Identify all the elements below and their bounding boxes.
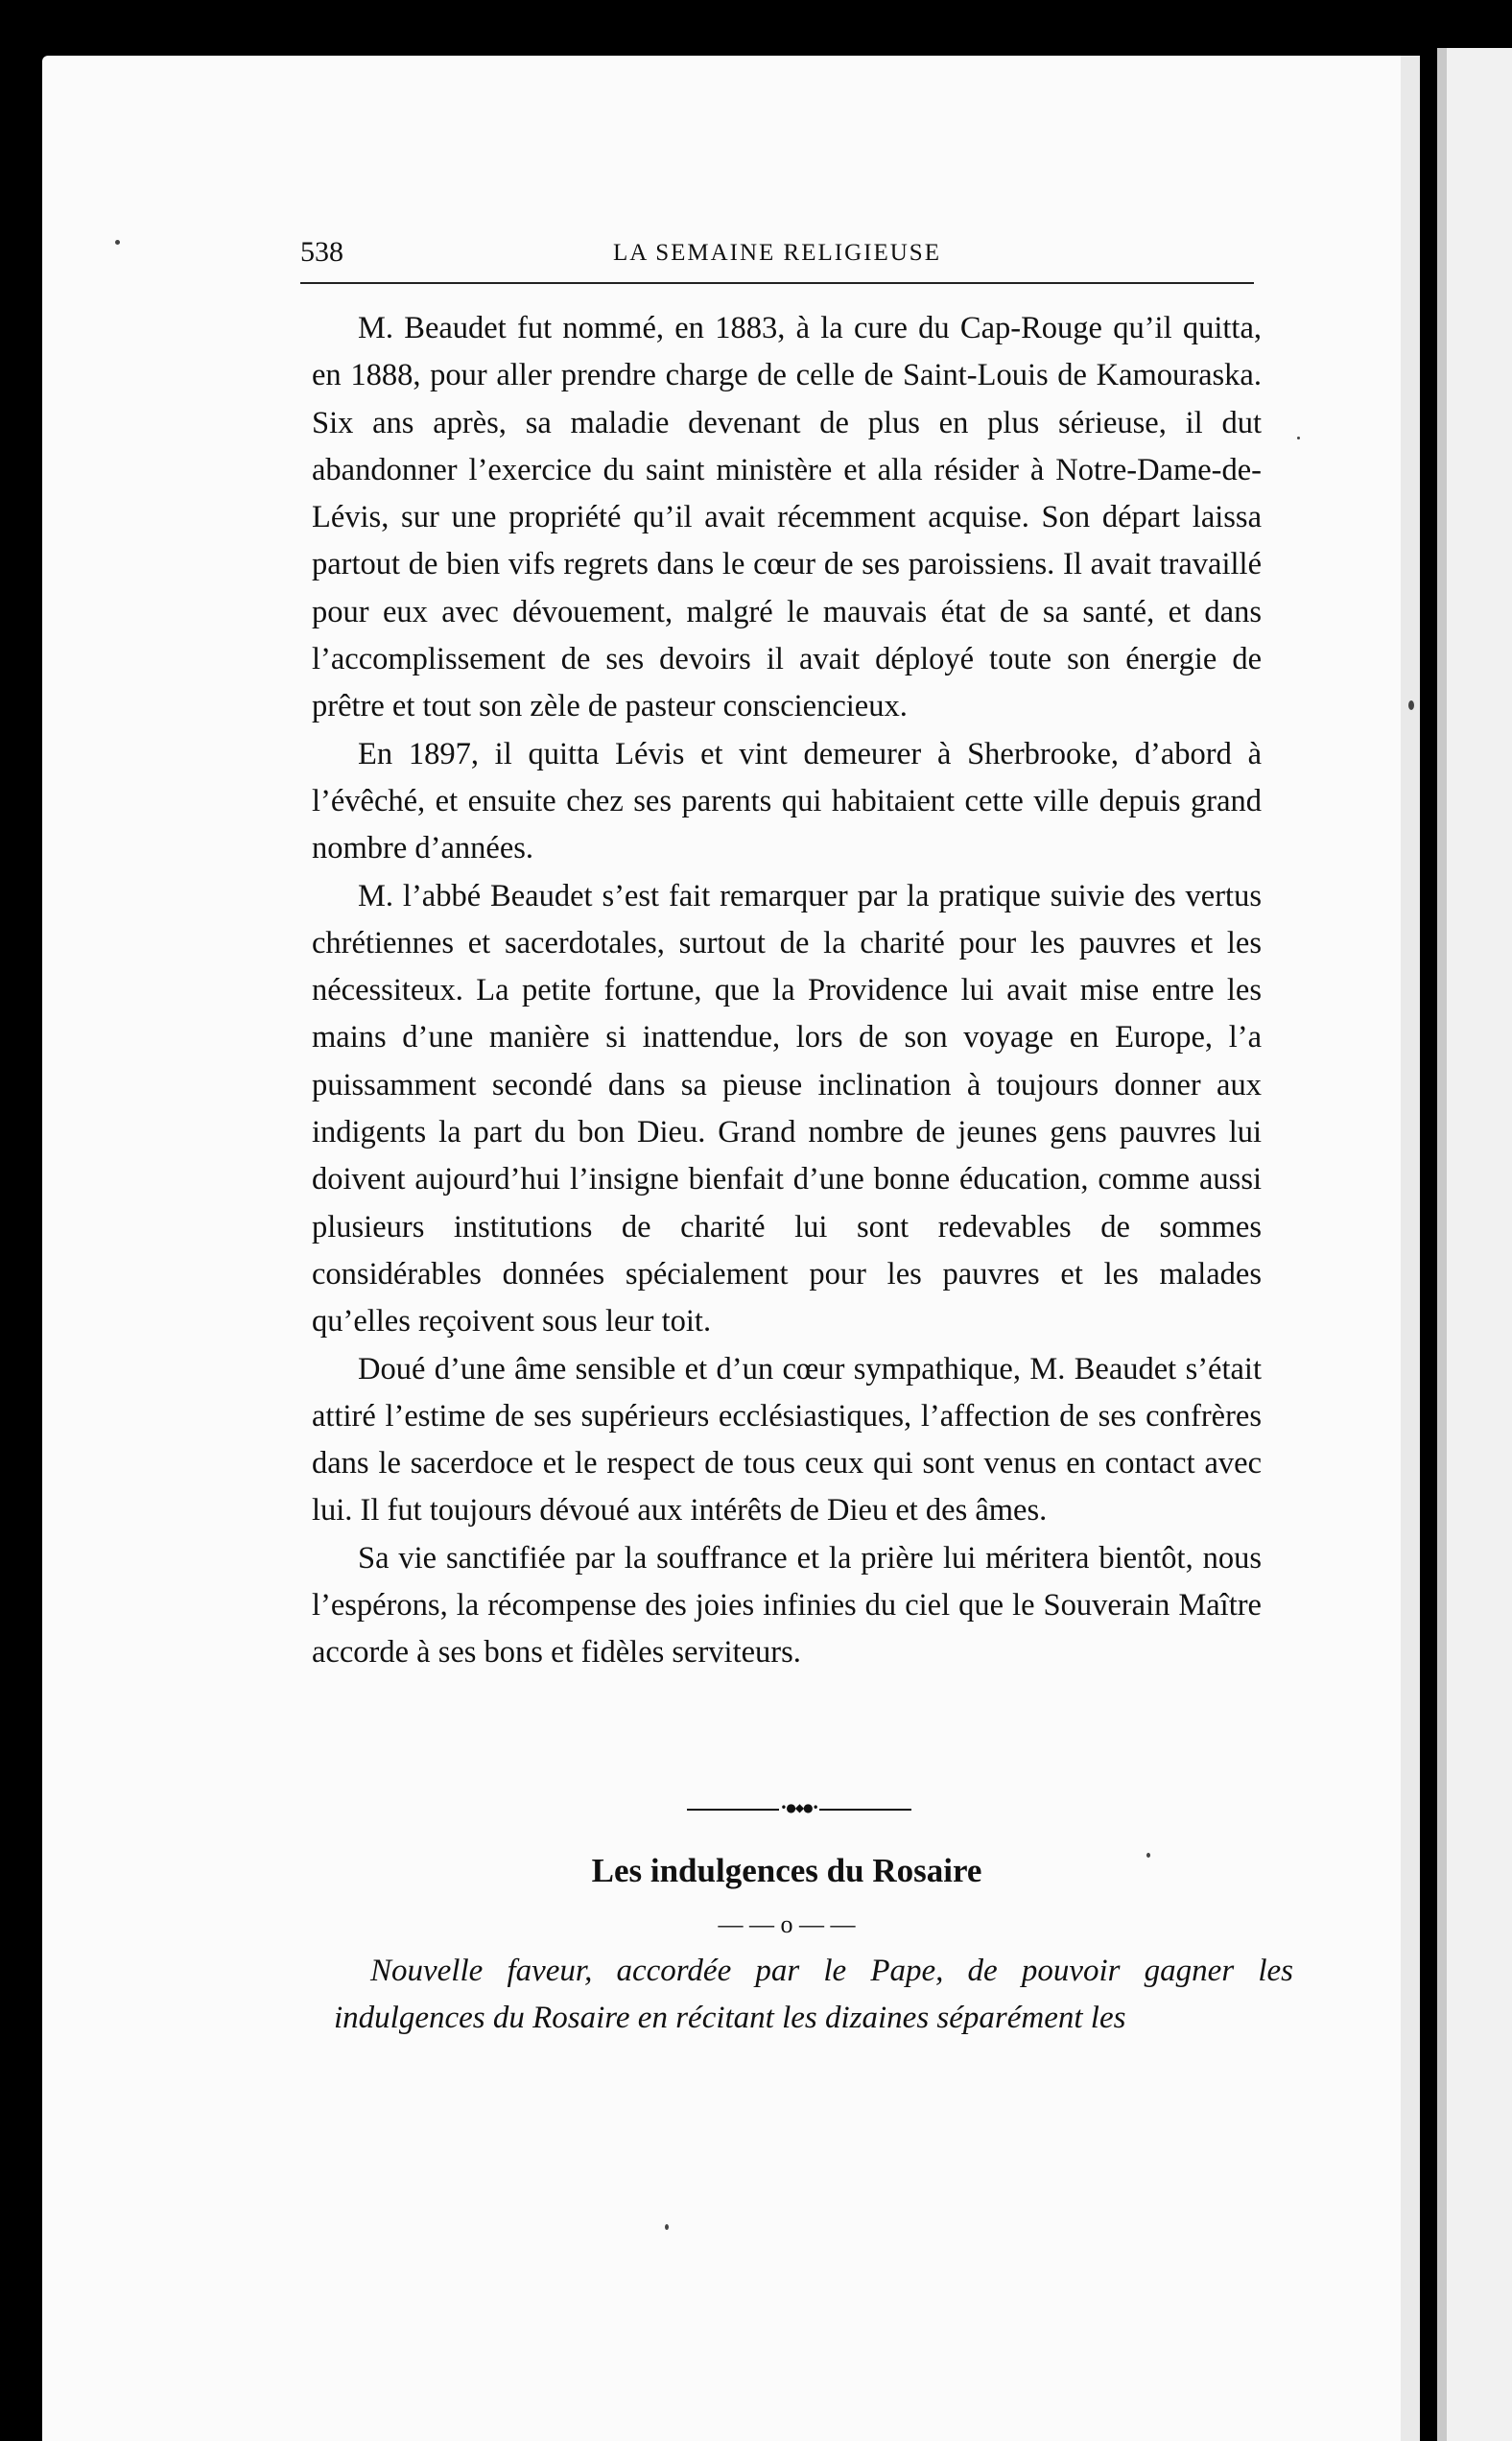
running-title: LA SEMAINE RELIGIEUSE: [613, 240, 941, 266]
paragraph: Sa vie sanctifiée par la souffrance et la prière lui méritera bientôt, nous l’espérons, la récompense des joies infinies du ciel que le Souverain Maître accorde à ses bons et fidèles serviteurs.: [312, 1540, 1262, 1671]
page-number: 538: [300, 236, 343, 268]
adjacent-page: [1437, 48, 1512, 2441]
speck: [115, 240, 120, 245]
intro-paragraph: Nouvelle faveur, accordée par le Pape, de pouvoir gagner les indulgences du Rosaire en récitant les dizaines séparément les: [334, 1954, 1293, 2035]
speck: [1408, 700, 1414, 710]
article-body: [312, 305, 1262, 1677]
header-rule: [300, 282, 1254, 284]
section-separator: [687, 1803, 911, 1816]
speck: [665, 2224, 669, 2230]
page-edge: [1401, 56, 1420, 2441]
paragraph: M. l’abbé Beaudet s’est fait remarquer par la pratique suivie des vertus chrétiennes et sacerdotales, surtout de la charité pour les pauvres et les nécessiteux. La petite fortune, que la Providence lui avait mise entre les mains d’une manière si inattendue, lors de son voyage en Europe, l’a puissamment secondé dans sa pieuse inclination à toujours donner aux indigents la part du bon Dieu. Grand nombre de jeunes gens pauvres lui doivent aujourd’hui l’insigne bienfait d’une bonne éducation, comme aussi plusieurs institutions de charité lui sont redevables de sommes considérables données spécialement pour les pauvres et les malades qu’elles reçoivent sous leur toit.: [312, 878, 1262, 1339]
separator-line-right: [819, 1809, 911, 1811]
running-header: [300, 236, 1254, 274]
speck: [1297, 437, 1300, 439]
section-intro: [334, 1948, 1293, 2042]
separator-ornament: •●◆●•: [780, 1801, 818, 1814]
paragraph: En 1897, il quitta Lévis et vint demeurer à Sherbrooke, d’abord à l’évêché, et ensuite chez ses parents qui habitaient cette ville depuis grand nombre d’années.: [312, 736, 1262, 866]
page-gutter: [1420, 56, 1437, 2441]
paragraph: M. Beaudet fut nommé, en 1883, à la cure du Cap-Rouge qu’il quitta, en 1888, pour aller prendre charge de celle de Saint-Louis de Kamouraska. Six ans après, sa maladie devenant de plus en plus sérieuse, il dut abandonner l’exercice du saint ministère et alla résider à Notre-Dame-de-Lévis, sur une propriété qu’il avait récemment acquise. Son départ laissa partout de bien vifs regrets dans le cœur de ses paroissiens. Il avait travaillé pour eux avec dévouement, malgré le mauvais état de sa santé, et dans l’accomplissement de ses devoirs il avait déployé toute son énergie de prêtre et tout son zèle de pasteur consciencieux.: [312, 311, 1262, 724]
paragraph: Doué d’une âme sensible et d’un cœur sympathique, M. Beaudet s’était attiré l’estime de ses supérieurs ecclésiastiques, l’affection de ses confrères dans le sacerdoce et le respect de tous ceux qui sont venus en contact avec lui. Il fut toujours dévoué aux intérêts de Dieu et des âmes.: [312, 1351, 1262, 1529]
small-separator: — — o — —: [718, 1910, 856, 1938]
section-title: Les indulgences du Rosaire: [591, 1852, 982, 1889]
separator-line-left: [687, 1809, 779, 1811]
adjacent-page-shadow: [1437, 48, 1447, 2441]
